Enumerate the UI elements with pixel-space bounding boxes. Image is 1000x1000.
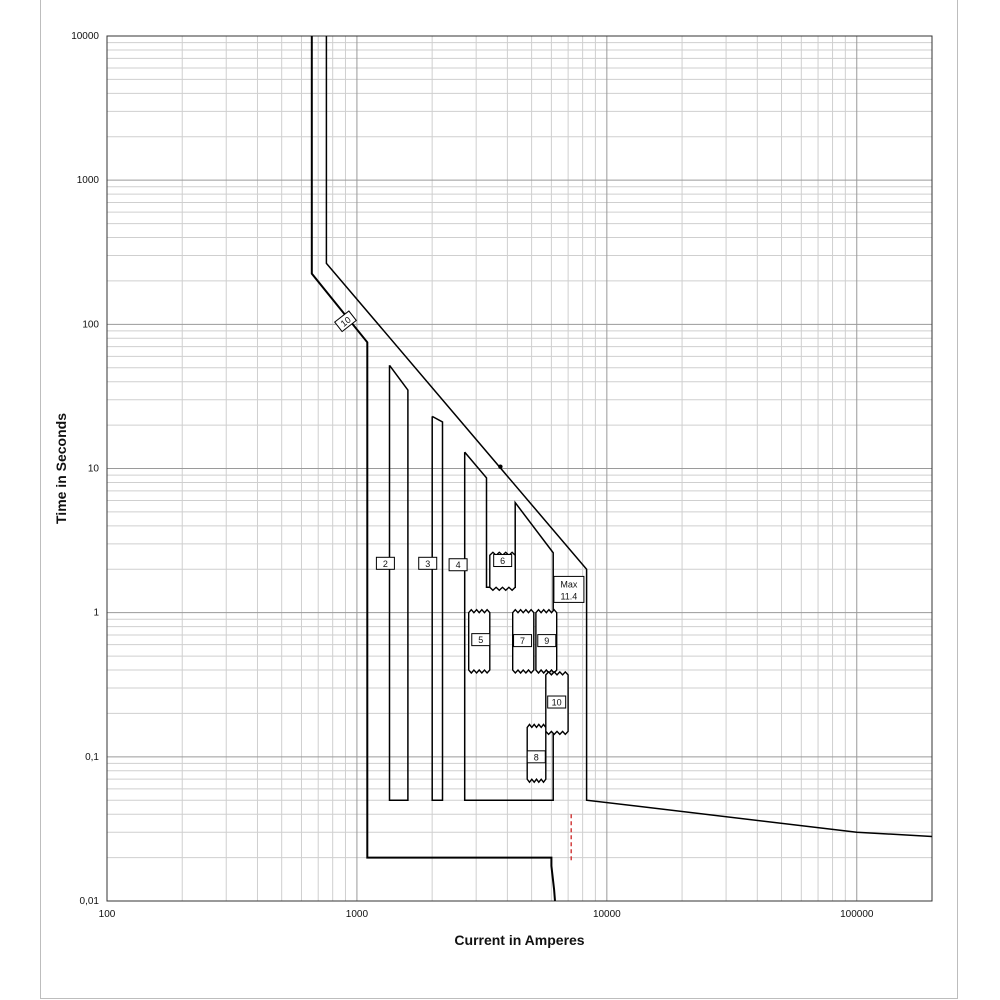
annotation-label	[538, 635, 556, 647]
annotation-layer	[335, 311, 584, 861]
curve-2	[390, 365, 408, 800]
y-tick-label: 10000	[71, 31, 99, 42]
point-marker	[498, 464, 502, 468]
x-tick-label: 100000	[840, 909, 874, 920]
y-tick-label: 10	[87, 463, 99, 475]
annotation-text: 9	[544, 636, 550, 647]
x-tick-label: 1000	[345, 909, 369, 920]
annotation-text: 5	[478, 635, 484, 646]
annotation-label	[376, 557, 394, 569]
annotation-text: 6	[500, 556, 506, 567]
annotation-label	[514, 635, 532, 647]
y-tick-label: 1000	[76, 175, 99, 187]
annotation-text: Max	[560, 579, 578, 590]
annotation-label	[548, 696, 566, 708]
annotation-label	[494, 555, 512, 567]
x-axis-title: Current in Amperes	[454, 932, 585, 948]
y-tick-labels	[71, 31, 99, 907]
annotation-text: 11.4	[560, 591, 578, 602]
annotation-text: 10	[551, 697, 562, 708]
annotation-text: 3	[425, 558, 431, 569]
annotation-label	[472, 634, 490, 646]
curve-3	[432, 416, 442, 800]
curve-10	[326, 36, 932, 837]
y-axis-title: Time in Seconds	[53, 413, 69, 524]
x-tick-labels	[99, 909, 874, 920]
annotation-label	[335, 311, 357, 332]
annotation-text: 4	[455, 560, 461, 571]
annotation-label	[527, 751, 545, 763]
annotation-text: 8	[533, 752, 539, 763]
y-tick-label: 0,01	[79, 896, 99, 907]
annotation-text: 10	[338, 314, 353, 329]
y-tick-label: 0,1	[85, 751, 99, 763]
annotation-label	[419, 557, 437, 569]
x-tick-label: 100	[98, 909, 116, 920]
x-tick-label: 10000	[592, 909, 621, 920]
annotation-text: 7	[520, 636, 526, 647]
annotation-label	[449, 559, 467, 571]
y-tick-label: 1	[93, 607, 99, 619]
annotation-text: 2	[382, 558, 388, 569]
annotation-label	[554, 576, 584, 602]
y-tick-label: 100	[82, 319, 99, 331]
